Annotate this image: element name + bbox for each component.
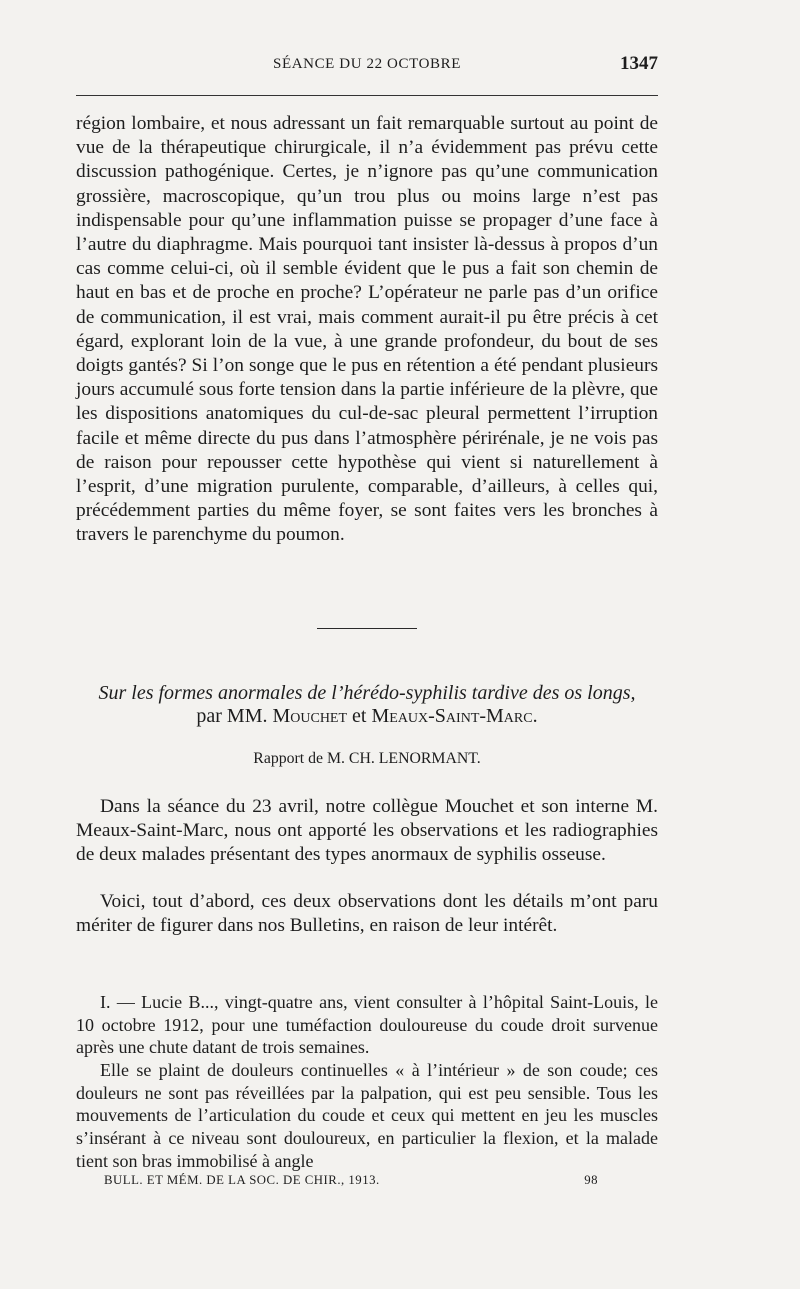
footer-signature-number: 98 [584,1173,598,1187]
authors-conjunction: et [352,705,367,727]
page-number: 1347 [620,53,658,74]
author-meaux-saint-marc: Meaux-Saint-Marc. [371,705,538,727]
header-rule [76,95,658,96]
paragraph-observations: Voici, tout d’abord, ces deux observations dont les détails m’ont paru mériter de figurer dans nos Bulletins, en raison de leur intérêt. [76,891,658,937]
page-footer [104,1173,598,1193]
article-authors [76,704,658,728]
authors-prefix: par MM. [196,705,268,727]
author-mouchet: Mouchet [272,705,348,727]
footer-journal: BULL. ET MÉM. DE LA SOC. DE CHIR., 1913. [104,1173,380,1187]
paragraph-case-one: I. — Lucie B..., vingt-quatre ans, vient consulter à l’hôpital Saint-Louis, le 10 octobre 1912, pour une tuméfaction douloureuse du coude droit survenue après une chute datant de trois semaines. [76,992,658,1058]
paragraph-discussion: région lombaire, et nous adressant un fait remarquable surtout au point de vue de la thérapeutique chirurgicale, il n’a évidemment pas prévu cette discussion pathogénique. Certes, je n’ignore pas qu’une communication grossière, macroscopique, qu’un trou plus ou moins large n’est pas indispensable pour qu’une inflammation puisse se propager d’une face à l’autre du diaphragme. Mais pourquoi tant insister là-dessus à propos d’un cas comme celui-ci, où il semble évident que le pus a fait son chemin de haut en bas et de proche en proche? L’opérateur ne parle pas d’un orifice de communication, il est vrai, mais comment aurait-il pu être précis à cet égard, explorant loin de la vue, à une grande profondeur, du bout de ses doigts gantés? Si l’on songe que le pus en rétention a été pendant plusieurs jours accumulé sous forte tension dans la partie inférieure de la plèvre, que les dispositions anatomiques du cul-de-sac pleural permettent l’irruption facile et même directe du pus dans l’atmosphère périrénale, je ne vois pas de raison pour repousser cette hypothèse qui vient si naturellement à l’esprit, d’une migration purulente, comparable, d’ailleurs, à celles qui, précédemment parties du même foyer, se sont faites vers les bronches à travers le parenchyme du poumon. [76,113,658,546]
article-title: Sur les formes anormales de l’hérédo-syphilis tardive des os longs, [98,682,636,704]
paragraph-case-one-symptoms: Elle se plaint de douleurs continuelles « à l’intérieur » de son coude; ces douleurs ne sont pas réveillées par la palpation, qui est peu sensible. Tous les mouvements de l’articulation du coude et ceux qui mettent en jeu les muscles s’insérant à ce niveau sont douloureux, en particulier la flexion, et la malade tient son bras immobilisé à angle [76,1060,658,1171]
section-separator [317,628,417,629]
page-header [76,53,658,82]
report-byline: Rapport de M. CH. LENORMANT. [253,750,481,767]
running-title: SÉANCE DU 22 OCTOBRE [273,56,461,72]
paragraph-introduction: Dans la séance du 23 avril, notre collègue Mouchet et son interne M. Meaux-Saint-Marc, nous ont apporté les observations et les radiographies de deux malades présentant des types anormaux de syphilis osseuse. [76,796,658,866]
